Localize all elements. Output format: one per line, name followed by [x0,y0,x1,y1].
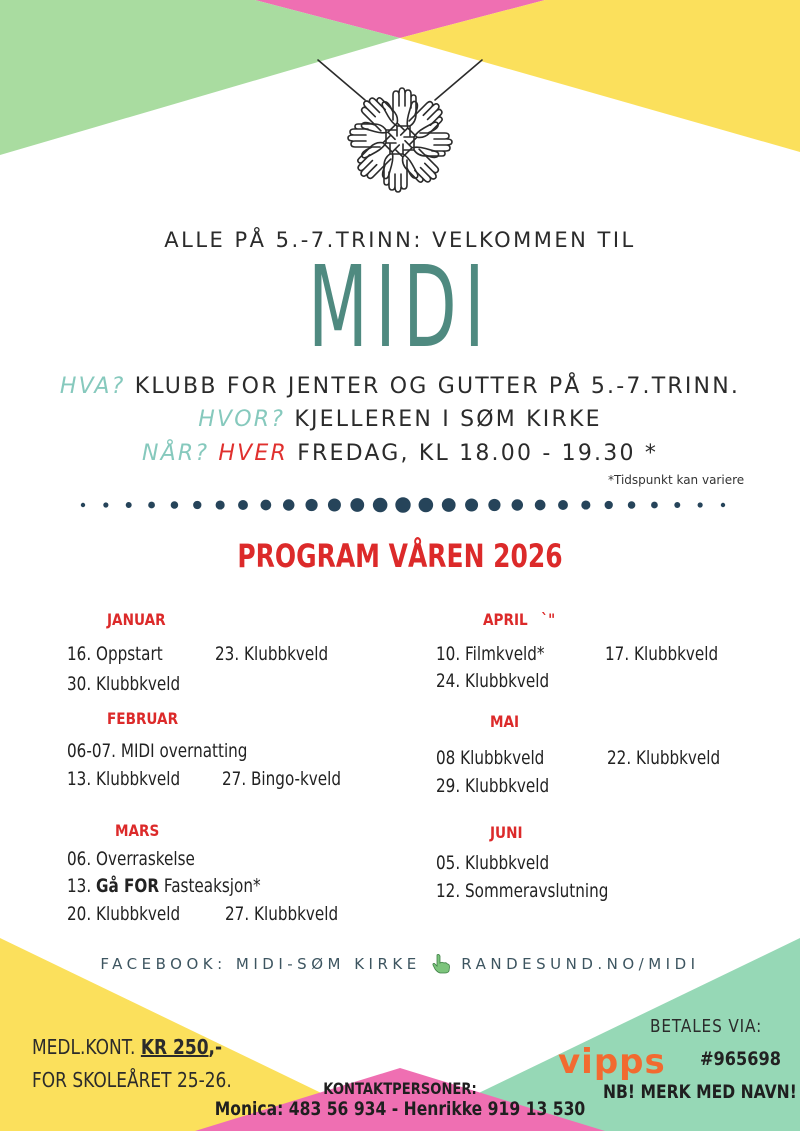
contacts-names: Monica: 483 56 934 - Henrikke 919 13 530 [214,1098,586,1120]
item-date: 13. [67,875,97,897]
payment-label: BETALES VIA: [650,1016,763,1037]
divider-dot [305,499,317,511]
month-mai: MAI [490,712,520,731]
divider-dot [651,502,658,509]
page-title: MIDI [307,243,493,373]
list-item: 05. Klubbkveld [436,852,550,874]
list-item: 16. Oppstart [67,643,163,665]
divider-dot [81,503,85,507]
dots-divider [78,495,728,515]
list-item: 13. Klubbkveld [67,768,181,790]
fee-suffix: ,- [208,1035,223,1059]
facebook-link[interactable]: FACEBOOK: MIDI-SØM KIRKE [100,955,421,973]
list-item: 10. Filmkveld* [436,643,545,665]
divider-dot [605,501,613,509]
list-item: 29. Klubbkveld [436,775,550,797]
divider-dot [103,502,108,507]
fee-amount: KR 250 [140,1035,209,1059]
item-highlight: Gå FOR [96,875,160,897]
where-question: HVOR? [198,407,286,432]
divider-dot [465,498,478,511]
what-answer: KLUBB FOR JENTER OG GUTTER PÅ 5.-7.TRINN. [125,374,741,399]
pointer-hand-icon [430,952,452,974]
program-title: PROGRAM VÅREN 2026 [237,537,563,575]
fee-period: FOR SKOLEÅRET 25-26. [32,1068,232,1092]
list-item: 08 Klubbkveld [436,747,545,769]
vipps-logo: vipps [558,1042,666,1082]
month-mars: MARS [115,821,160,840]
month-juni: JUNI [490,823,523,842]
hands-circle-icon [310,58,490,223]
divider-dot [216,500,225,509]
divider-dot [442,498,456,512]
list-item: 22. Klubbkveld [607,747,721,769]
month-februar: FEBRUAR [107,709,179,728]
what-question: HVA? [59,374,126,399]
payment-note: NB! MERK MED NAVN! [603,1081,797,1103]
divider-dot [698,502,703,507]
list-item: 30. Klubbkveld [67,673,181,695]
divider-dot [283,499,294,510]
divider-dot [261,500,272,511]
divider-dot [558,500,568,510]
divider-dot [488,499,500,511]
contacts-label: KONTAKTPERSONER: [323,1079,477,1098]
links-line [0,952,800,974]
divider-dot [148,502,155,509]
where-answer: KJELLEREN I SØM KIRKE [285,407,602,432]
list-item: 12. Sommeravslutning [436,880,609,902]
month-april-mark: `" [541,610,556,629]
intro-text: ALLE PÅ 5.-7.TRINN: VELKOMMEN TIL [164,228,636,252]
month-april-label: APRIL [483,610,528,629]
list-item: 06-07. MIDI overnatting [67,740,248,762]
month-april [483,610,555,629]
when-question: NÅR? [141,441,210,466]
list-item: 27. Klubbkveld [225,903,339,925]
divider-dot [512,499,523,510]
website-link[interactable]: RANDESUND.NO/MIDI [461,955,700,973]
divider-dot [535,500,546,511]
when-highlight: HVER [209,441,288,466]
list-item: 23. Klubbkveld [215,643,329,665]
list-item: 24. Klubbkveld [436,670,550,692]
where-line [0,407,800,432]
divider-dot [126,502,132,508]
list-item [67,875,261,897]
fee-prefix: MEDL.KONT. [32,1035,141,1059]
divider-dot [328,498,341,511]
list-item: 17. Klubbkveld [605,643,719,665]
divider-dot [581,500,590,509]
divider-dot [419,498,434,513]
time-note: *Tidspunkt kan variere [608,473,745,487]
divider-dot [238,500,248,510]
what-line [0,374,800,399]
item-rest: Fasteaksjon* [159,875,261,897]
list-item: 06. Overraskelse [67,848,195,870]
divider-dot [171,501,179,509]
divider-dot [350,498,364,512]
membership-fee [32,1035,222,1059]
divider-dot [193,501,201,509]
divider-dot [674,502,680,508]
divider-dot [721,503,725,507]
when-line [0,441,800,466]
list-item: 27. Bingo-kveld [222,768,342,790]
divider-dot [395,497,410,512]
divider-dot [628,501,636,509]
list-item: 20. Klubbkveld [67,903,181,925]
when-answer: FREDAG, KL 18.00 - 19.30 * [288,441,659,466]
vipps-number: #965698 [700,1048,781,1070]
month-januar: JANUAR [107,610,166,629]
divider-dot [373,498,388,513]
